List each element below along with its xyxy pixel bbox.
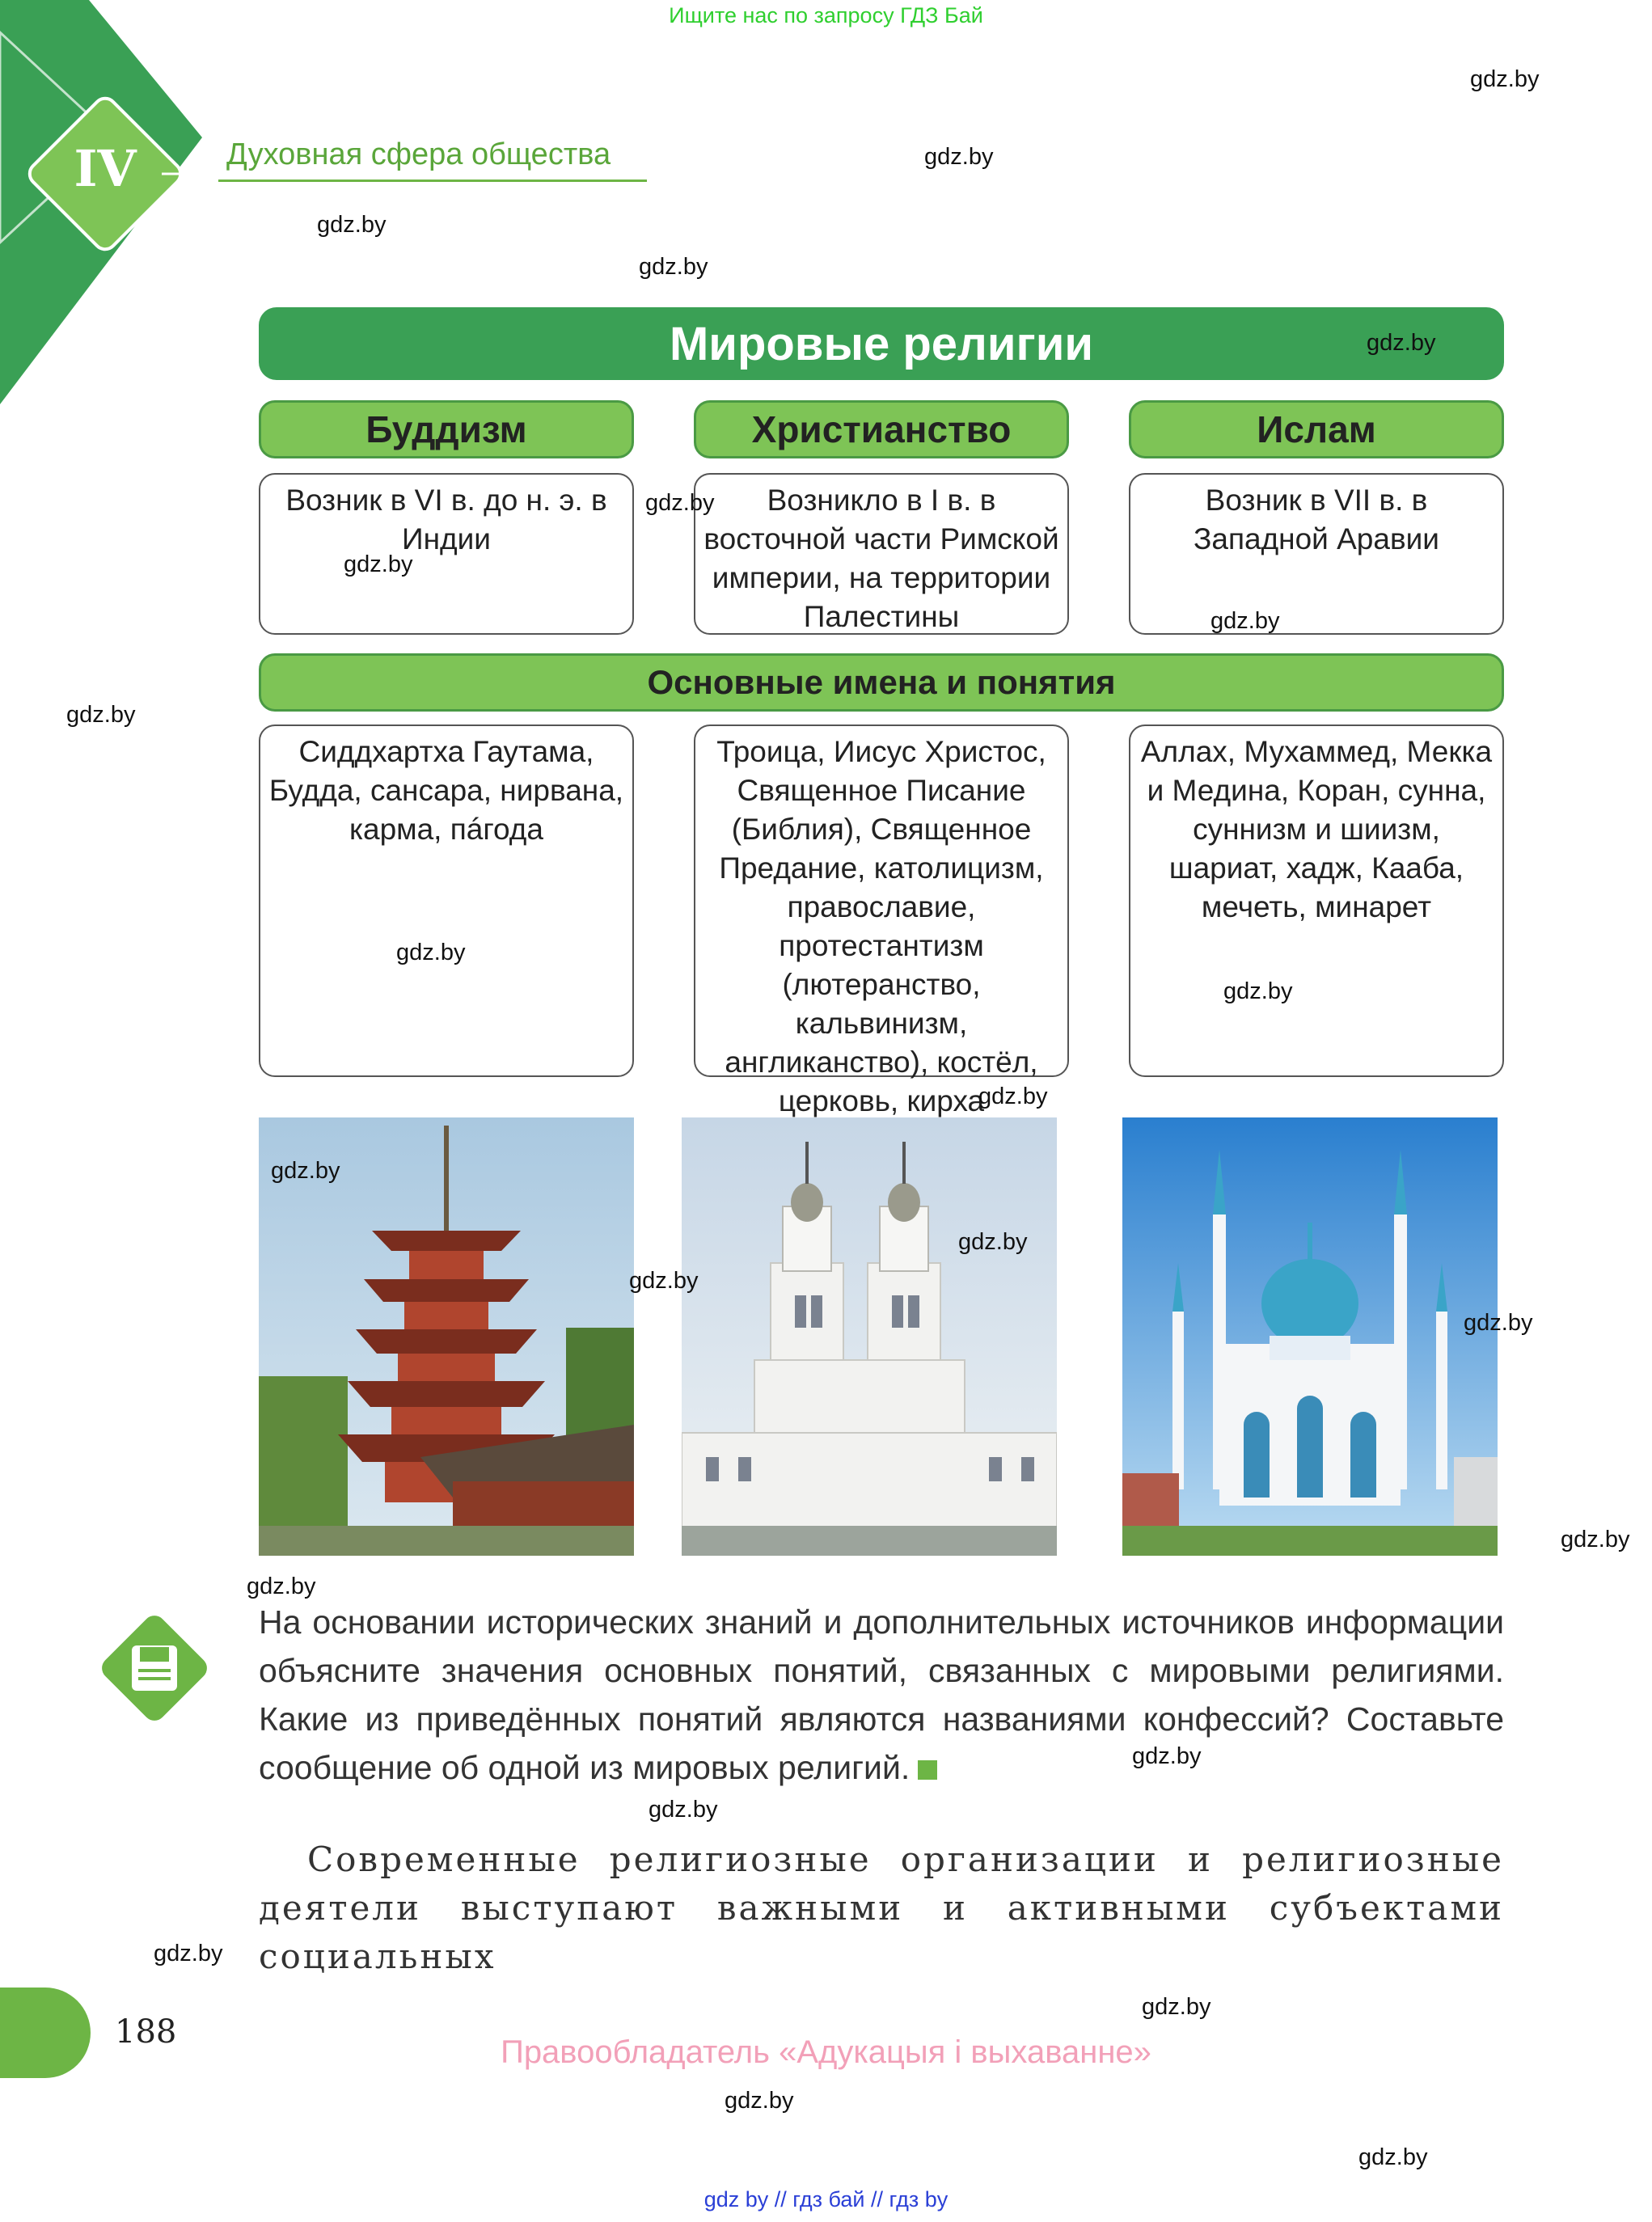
watermark: gdz.by (1142, 1994, 1211, 2020)
chapter-underline (218, 180, 647, 182)
watermark: gdz.by (1561, 1527, 1630, 1552)
origin-buddhism: Возник в VI в. до н. э. в Индии (259, 473, 634, 635)
mosque-photo (1122, 1117, 1498, 1556)
top-search-banner[interactable]: Ищите нас по запросу ГДЗ Бай (669, 3, 983, 27)
column-header-islam: Ислам (1129, 400, 1504, 458)
concepts-header: Основные имена и понятия (259, 653, 1504, 712)
task-icon (95, 1609, 213, 1727)
watermark: gdz.by (924, 144, 994, 170)
page-number: 188 (115, 2013, 177, 2051)
watermark: gdz.by (629, 1268, 699, 1294)
watermark: gdz.by (645, 490, 715, 516)
chapter-numeral: IV (74, 139, 137, 198)
watermark: gdz.by (639, 254, 708, 280)
cathedral-photo (682, 1117, 1057, 1556)
watermark: gdz.by (725, 2088, 794, 2114)
origin-islam: Возник в VII в. в Западной Аравии (1129, 473, 1504, 635)
watermark: gdz.by (958, 1229, 1028, 1255)
concepts-christianity: Троица, Иисус Христос, Священное Писание (Библия), Священное Предание, католицизм, православие, протестантизм (лютеранство, кальвинизм, англиканство), костёл, церковь, кирха (694, 724, 1069, 1077)
end-of-task-square (918, 1760, 937, 1780)
watermark: gdz.by (649, 1797, 718, 1823)
watermark: gdz.by (317, 212, 387, 238)
watermark: gdz.by (1367, 330, 1436, 356)
task-text: На основании исторических знаний и дополнительных источников информации объясните значения основных понятий, связанных с мировыми религиями. Какие из приведённых понятий являются названиями конфессий? Составьте сообщение об одной из мировых религий. (259, 1603, 1504, 1786)
chapter-tab (0, 0, 243, 420)
watermark: gdz.by (1470, 66, 1540, 92)
concepts-buddhism: Сиддхартха Гаутама, Будда, сансара, нирвана, карма, пáгода (259, 724, 634, 1077)
watermark: gdz.by (154, 1941, 223, 1966)
copyright-notice: Правообладатель «Адукацыя і выхаванне» (501, 2034, 1151, 2070)
body-text: Современные религиозные организации и религиозные деятели выступают важными и активными субъектами социальных (259, 1840, 1504, 1976)
table-title: Мировые религии (259, 307, 1504, 380)
watermark: gdz.by (1223, 978, 1293, 1004)
origin-christianity: Возникло в I в. в восточной части Римской империи, на территории Палестины (694, 473, 1069, 635)
bottom-links[interactable]: gdz by // гдз бай // гдз by (703, 2187, 949, 2211)
watermark: gdz.by (978, 1084, 1048, 1109)
watermark: gdz.by (247, 1574, 316, 1599)
task-paragraph (259, 1598, 1504, 1792)
watermark: gdz.by (1210, 608, 1280, 634)
chapter-title: Духовная сфера общества (226, 137, 611, 171)
watermark: gdz.by (1464, 1310, 1533, 1336)
column-header-christianity: Христианство (694, 400, 1069, 458)
watermark: gdz.by (396, 940, 466, 965)
watermark: gdz.by (1132, 1743, 1202, 1769)
column-header-buddhism: Буддизм (259, 400, 634, 458)
watermark: gdz.by (271, 1158, 340, 1184)
watermark: gdz.by (344, 551, 413, 577)
body-paragraph (259, 1835, 1504, 1981)
watermark: gdz.by (66, 702, 136, 728)
concepts-islam: Аллах, Мухаммед, Мекка и Медина, Коран, сунна, суннизм и шиизм, шариат, хадж, Кааба, мечеть, минарет (1129, 724, 1504, 1077)
watermark: gdz.by (1358, 2144, 1428, 2170)
